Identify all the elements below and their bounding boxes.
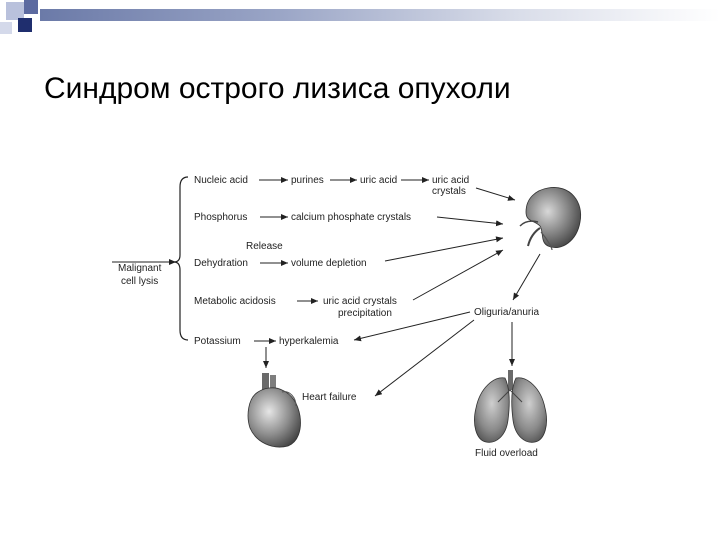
- arrow-precip-kidney: [413, 250, 503, 300]
- label-fluid-overload: Fluid overload: [475, 448, 538, 459]
- label-nucleic-acid: Nucleic acid: [194, 175, 248, 186]
- label-hyperkalemia: hyperkalemia: [279, 336, 339, 347]
- slide-title: Синдром острого лизиса опухоли: [44, 72, 511, 105]
- arrow-kidney-oliguria: [513, 254, 540, 300]
- label-purines: purines: [291, 175, 324, 186]
- label-phosphorus: Phosphorus: [194, 212, 248, 223]
- label-uric-acid-crystals-2: crystals: [432, 186, 466, 197]
- label-metabolic-acidosis: Metabolic acidosis: [194, 296, 276, 307]
- label-uric-precip-1: uric acid crystals: [323, 296, 397, 307]
- label-volume-depletion: volume depletion: [291, 258, 367, 269]
- label-heart-failure: Heart failure: [302, 392, 357, 403]
- label-uric-acid-crystals-1: uric acid: [432, 175, 470, 186]
- label-cell-lysis: cell lysis: [121, 276, 159, 287]
- lungs-icon: [474, 370, 546, 442]
- label-dehydration: Dehydration: [194, 258, 248, 269]
- kidney-icon: [520, 187, 581, 250]
- label-potassium: Potassium: [194, 336, 241, 347]
- release-brace: [174, 177, 188, 340]
- label-uric-acid: uric acid: [360, 175, 398, 186]
- label-calcium-phosphate: calcium phosphate crystals: [291, 212, 412, 223]
- label-malignant: Malignant: [118, 263, 162, 274]
- label-oliguria: Oliguria/anuria: [474, 307, 540, 318]
- arrow-volume-kidney: [385, 238, 503, 261]
- label-release: Release: [246, 241, 283, 252]
- arrow-crystals-kidney: [476, 188, 515, 200]
- heart-icon: [248, 373, 300, 447]
- label-uric-precip-2: precipitation: [338, 308, 392, 319]
- arrow-calcium-kidney: [437, 217, 503, 224]
